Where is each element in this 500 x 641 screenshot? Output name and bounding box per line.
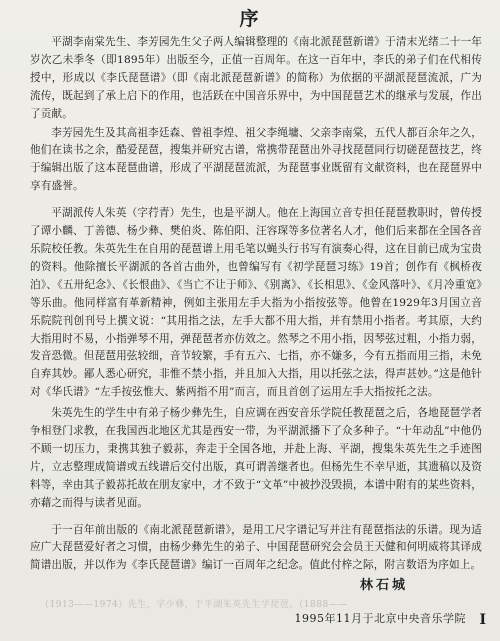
paragraph-2: 李芳园先生及其高祖李廷森、曾祖李煌、祖父李绳墉、父亲李南棠，五代人都百余年之久，他们在读书之余，酷爱琵琶，搜集并研究古谱，常携带琵琶出外寻找琵琶同行切磋琵琶技艺，终于编辑出版了这本琵琶曲谱，形成了平湖琵琶流派，为琵琶事业既留有文献资料，也在琵琶界中享有盛誉。 [30, 126, 482, 193]
page-number: I [479, 612, 486, 628]
page-title: 序 [239, 8, 261, 30]
bleed-through-text: （1913——1974）先生，字少彝，于平湖朱英先生学琵琶。（1888—— [40, 600, 348, 610]
author-signature: 林石城 [359, 578, 408, 593]
paragraph-1: 平湖李南棠先生、李芳园先生父子两人编辑整理的《南北派琵琶新谱》于清末光绪二十一年岁次乙未季冬（即1895年）出版至今，正值一百周年。在这一百年中，李氏的弟子们在代相传授中，形成以《李氏琵琶谱》（即《南北派琵琶新谱》的简称）为依据的平湖派琵琶流派，广为流传，既起到了承上启下的作用，也活跃在中国音乐界中，为中国琵琶艺术的继承与发展，作出了贡献。 [30, 36, 482, 120]
document-body [30, 34, 482, 578]
paragraph-3: 平湖派传人朱英（字荇青）先生，也是平湖人。他在上海国立音专担任琵琶教职时，曾传授了谭小麟、丁善德、杨少彝、樊伯炎、陈伯阳、汪容琛等多位著名人才，他们后来都在全国各音乐院校任教。朱英先生在自用的琵琶谱上用毛笔以蝇头行书写有演奏心得，这在目前已成为宝贵的资料。他除擅长平湖派的各首古曲外，也曾编写有《初学琵琶习练》19首；创作有《枫桥夜泊》、《五卅纪念》、《长恨曲》、《当亡不让于师》、《别离》、《长相思》、《金风落叶》、《月冷重宽》等乐曲。他同样富有革新精神，例如主张用左手大指为小指按弦等。他曾在1929年3月国立音乐院院刊创刊号上撰文说：“其用指之法，左手大都不用大指，并有禁用小指者。考其原，大约大指用时不易，小指弹琴不用，弹琵琶者亦仿效之。然琴之不用小指，因琴弦过粗，小指力弱，发音恐微。但琵琶用弦较细，音节较繁，手有五六、七指，亦不嫌多，今有五指而用三指，未免自弃其妙。鄙人悉心研究，非惟不禁小指，并且加入大指，用以托弦之法，得声甚妙。”这是他针对《华氏谱》“左手按弦惟大、紫两指不用”而言，而且首创了运用左手大指按托之法。 [30, 207, 482, 399]
paragraph-4: 朱英先生的学生中有弟子杨少彝先生，自应调在西安音乐学院任教琵琶之后，各地琵琶学者争相登门求教，在我国西北地区尤其是西安一带，为平湖派播下了众多种子。“十年动乱”中他仍不顾一切压力，秉携其独子毅荪，奔走于全国各地，并赴上海、平湖，搜集朱英先生之手迹图片，立志整理成简谱或五线谱后交付出版，真可谓善继者也。但杨先生不幸早逝，其遗稿以及资料等，幸由其子毅荪托故在朋友家中，才不致于“文革”中被抄没毁损，本谱中附有的某些资料，亦藉之而得与读者见面。 [30, 407, 482, 509]
date-place-line: 1995年11月于北京中央音乐学院 [294, 612, 466, 625]
paragraph-5: 于一百年前出版的《南北派琵琶新谱》，是用工尺字谱记写并注有琵琶指法的乐谱。现为适应广大琵琶爱好者之习惯，由杨少彝先生的弟子、中国琵琶研究会会员王天健和何明威将其译成简谱出版，并以作为《李氏琵琶谱》编订一百周年之纪念。值此付梓之际，附言数语为序如上。 [30, 523, 482, 572]
